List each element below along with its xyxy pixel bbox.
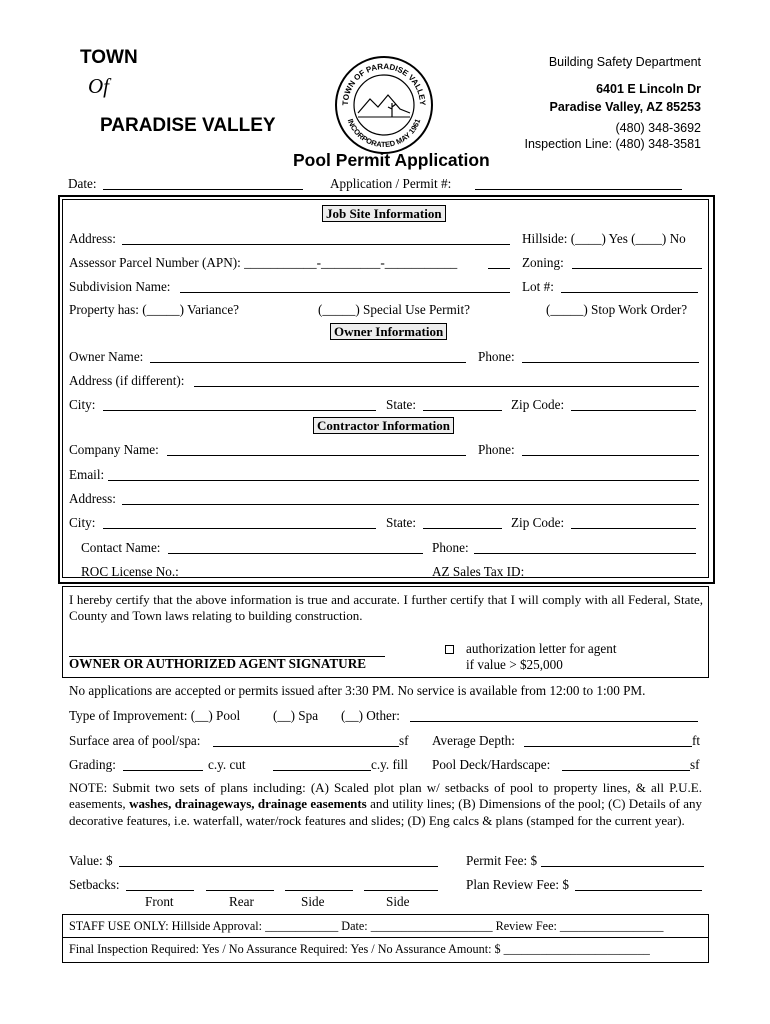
dept-street: 6401 E Lincoln Dr xyxy=(596,82,701,96)
plans-note: NOTE: Submit two sets of plans including: (A) Scaled plot plan w/ setbacks of pool to property lines, & all P.U.E. easements, washes, drainageways, drainage easements and utility lines; (B) Dimensions of the pool; (C) Details of any decorative features, i.e. waterfall, water/rock features and slides; (D) Eng calcs & plans (stamped for the current year). xyxy=(69,780,703,828)
job-address-field[interactable] xyxy=(122,244,510,245)
setback-side1-field[interactable] xyxy=(285,890,353,891)
type-pool-field[interactable]: Type of Improvement: (__) Pool xyxy=(69,708,241,723)
app-field[interactable] xyxy=(475,189,682,190)
job-site-heading: Job Site Information xyxy=(322,205,446,222)
contact-name-field[interactable] xyxy=(168,553,423,554)
setback-side2-field[interactable] xyxy=(364,890,438,891)
auth-line2: if value > $25,000 xyxy=(466,657,563,672)
contractor-zip-label: Zip Code: xyxy=(511,515,565,530)
owner-zip-label: Zip Code: xyxy=(511,397,565,412)
deck-unit: sf xyxy=(690,757,700,772)
company-phone-field[interactable] xyxy=(522,455,699,456)
company-phone-label: Phone: xyxy=(478,442,515,457)
roc-field[interactable] xyxy=(188,577,423,578)
of-label: Of xyxy=(88,74,109,98)
contractor-state-field[interactable] xyxy=(423,528,502,529)
staff-line2: Final Inspection Required: Yes / No Assurance Required: Yes / No Assurance Amount: $ ________________________ xyxy=(69,942,650,956)
value-label: Value: $ xyxy=(69,853,113,868)
owner-phone-field[interactable] xyxy=(522,362,699,363)
stop-work-field[interactable]: (_____) Stop Work Order? xyxy=(546,302,688,317)
depth-label: Average Depth: xyxy=(432,733,515,748)
plan-fee-field[interactable] xyxy=(575,890,702,891)
surface-field[interactable] xyxy=(213,746,399,747)
setback-front-field[interactable] xyxy=(126,890,194,891)
zoning-label: Zoning: xyxy=(522,255,564,270)
cut-unit: c.y. cut xyxy=(208,757,246,772)
contact-phone-label: Phone: xyxy=(432,540,469,555)
permit-fee-label: Permit Fee: $ xyxy=(466,853,538,868)
email-label: Email: xyxy=(69,467,105,482)
permit-fee-field[interactable] xyxy=(541,866,704,867)
fill-unit: c.y. fill xyxy=(371,757,408,772)
owner-zip-field[interactable] xyxy=(571,410,696,411)
value-field[interactable] xyxy=(119,866,438,867)
owner-state-label: State: xyxy=(386,397,417,412)
hillside-field[interactable]: Hillside: (____) Yes (____) No xyxy=(522,231,686,246)
rear-label: Rear xyxy=(229,894,254,909)
dept-inspection: Inspection Line: (480) 348-3581 xyxy=(524,137,701,151)
zoning-field[interactable] xyxy=(572,268,702,269)
town-seal-icon xyxy=(334,55,434,155)
deck-label: Pool Deck/Hardscape: xyxy=(432,757,551,772)
town-name: PARADISE VALLEY xyxy=(100,115,276,136)
job-address-label: Address: xyxy=(69,231,116,246)
type-other-label[interactable]: (__) Other: xyxy=(341,708,400,723)
contractor-city-label: City: xyxy=(69,515,96,530)
signature-label: OWNER OR AUTHORIZED AGENT SIGNATURE xyxy=(69,656,367,671)
lot-label: Lot #: xyxy=(522,279,554,294)
cut-field[interactable] xyxy=(123,770,203,771)
type-spa-field[interactable]: (__) Spa xyxy=(273,708,319,723)
seal-bottom-text: INCORPORATED MAY 1961 xyxy=(345,117,423,150)
contact-phone-field[interactable] xyxy=(474,553,696,554)
auth-letter-checkbox[interactable] xyxy=(445,645,454,654)
contractor-address-field[interactable] xyxy=(122,504,699,505)
side2-label: Side xyxy=(386,894,410,909)
side1-label: Side xyxy=(301,894,325,909)
owner-city-field[interactable] xyxy=(103,410,376,411)
contractor-heading: Contractor Information xyxy=(313,417,454,434)
owner-name-label: Owner Name: xyxy=(69,349,144,364)
no-apps-notice: No applications are accepted or permits issued after 3:30 PM. No service is available from 12:00 to 1:00 PM. xyxy=(69,683,646,698)
grading-label: Grading: xyxy=(69,757,116,772)
deck-field[interactable] xyxy=(562,770,690,771)
front-label: Front xyxy=(145,894,174,909)
company-label: Company Name: xyxy=(69,442,159,457)
seal-top-text: TOWN OF PARADISE VALLEY xyxy=(340,61,428,106)
email-field[interactable] xyxy=(108,480,699,481)
owner-heading: Owner Information xyxy=(330,323,447,340)
subdivision-field[interactable] xyxy=(180,292,510,293)
apn-field[interactable]: Assessor Parcel Number (APN): ___________-_________-___________ xyxy=(69,255,458,270)
dept-phone: (480) 348-3692 xyxy=(615,121,701,135)
subdivision-label: Subdivision Name: xyxy=(69,279,171,294)
contractor-city-field[interactable] xyxy=(103,528,376,529)
lot-field[interactable] xyxy=(561,292,698,293)
owner-phone-label: Phone: xyxy=(478,349,515,364)
form-title: Pool Permit Application xyxy=(293,150,490,170)
surface-unit: sf xyxy=(399,733,409,748)
app-label: Application / Permit #: xyxy=(330,176,452,191)
type-other-field[interactable] xyxy=(410,721,698,722)
tax-id-field[interactable] xyxy=(536,577,700,578)
fill-field[interactable] xyxy=(273,770,371,771)
owner-name-field[interactable] xyxy=(150,362,466,363)
depth-unit: ft xyxy=(692,733,701,748)
auth-line1: authorization letter for agent xyxy=(466,641,617,656)
tax-id-label: AZ Sales Tax ID: xyxy=(432,564,525,579)
date-label: Date: xyxy=(68,176,97,191)
special-use-field[interactable]: (_____) Special Use Permit? xyxy=(318,302,470,317)
contractor-zip-field[interactable] xyxy=(571,528,696,529)
plan-fee-label: Plan Review Fee: $ xyxy=(466,877,569,892)
variance-field[interactable]: Property has: (_____) Variance? xyxy=(69,302,240,317)
certify-text: I hereby certify that the above information is true and accurate. I further certify that I will comply with all Federal, State, County and Town laws relating to building construction. xyxy=(69,592,703,624)
contractor-address-label: Address: xyxy=(69,491,116,506)
owner-city-label: City: xyxy=(69,397,96,412)
setback-rear-field[interactable] xyxy=(206,890,274,891)
depth-field[interactable] xyxy=(524,746,692,747)
dept-city: Paradise Valley, AZ 85253 xyxy=(549,100,701,114)
dept-name: Building Safety Department xyxy=(548,55,701,69)
contact-name-label: Contact Name: xyxy=(81,540,161,555)
owner-state-field[interactable] xyxy=(423,410,502,411)
roc-label: ROC License No.: xyxy=(81,564,179,579)
setbacks-label: Setbacks: xyxy=(69,877,120,892)
surface-label: Surface area of pool/spa: xyxy=(69,733,201,748)
date-field[interactable] xyxy=(103,189,303,190)
company-field[interactable] xyxy=(167,455,466,456)
town-label: TOWN xyxy=(80,47,138,68)
contractor-state-label: State: xyxy=(386,515,417,530)
owner-address-field[interactable] xyxy=(194,386,699,387)
owner-address-label: Address (if different): xyxy=(69,373,185,388)
staff-line1: STAFF USE ONLY: Hillside Approval: ____________ Date: ____________________ Review Fee: _________________ xyxy=(69,919,664,933)
